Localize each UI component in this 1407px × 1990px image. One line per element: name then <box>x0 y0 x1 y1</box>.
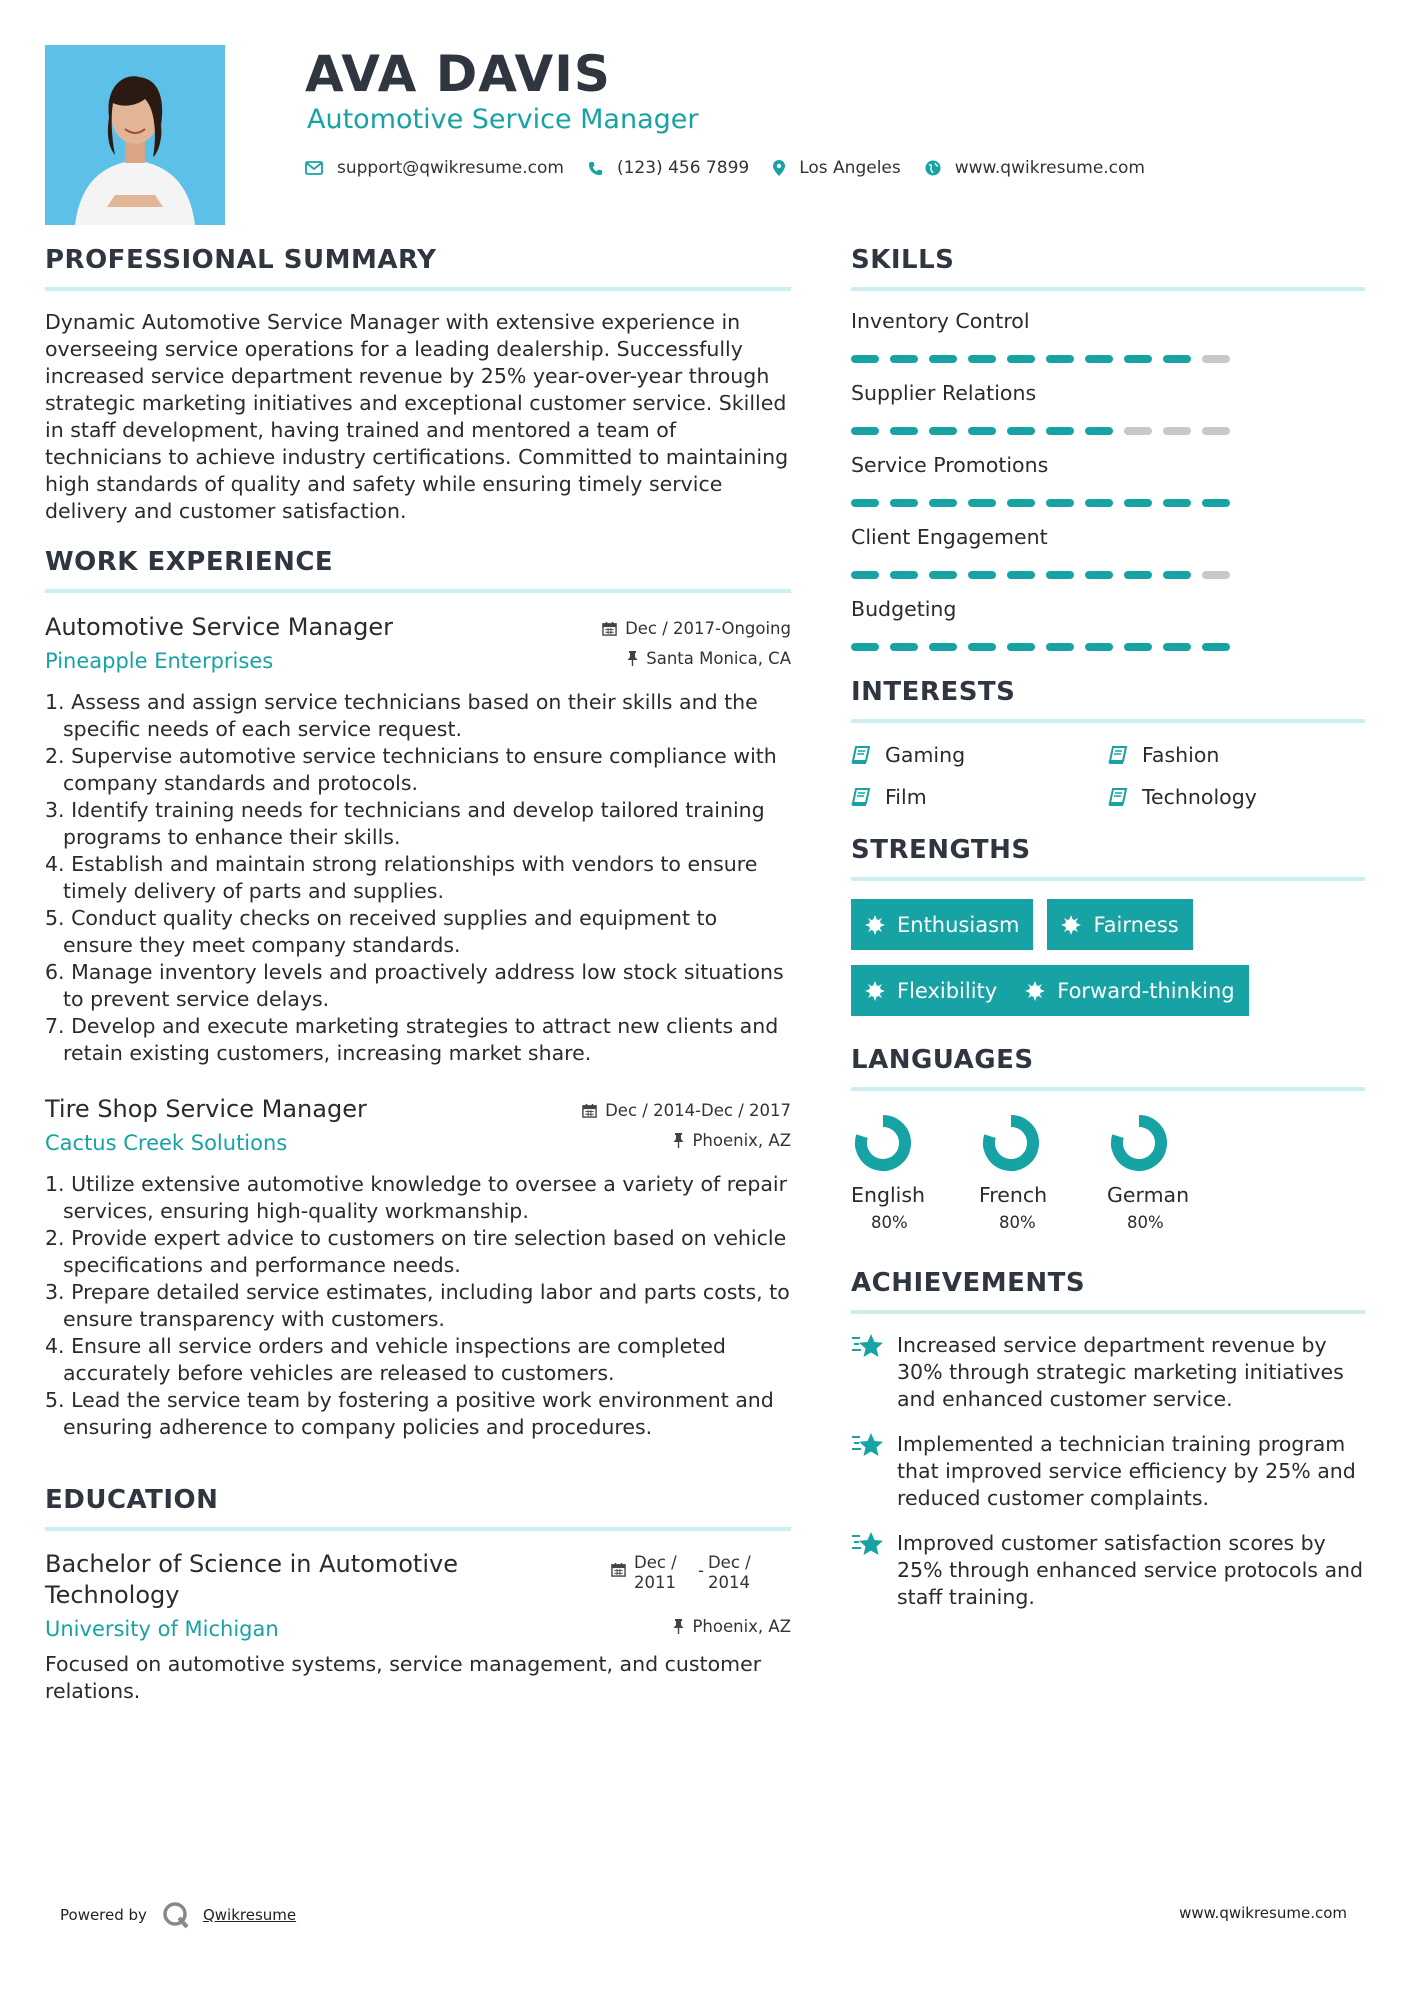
skill-dash-filled <box>1163 355 1191 363</box>
skill-dash-filled <box>1007 571 1035 579</box>
skill-dash-filled <box>851 571 879 579</box>
language-item <box>1107 1111 1235 1232</box>
duty-item: 5. Lead the service team by fostering a positive work environment and ensuring adherence to company policies and procedures. <box>45 1388 774 1439</box>
language-percent: 80% <box>871 1213 908 1232</box>
sun-badge-icon <box>865 981 885 1001</box>
strength-badge <box>851 965 1011 1016</box>
skill-dash-filled <box>890 499 918 507</box>
contact-email[interactable] <box>305 158 564 178</box>
achievement-text: Implemented a technician training program that improved service efficiency by 25% and reduced customer complaints. <box>897 1432 1356 1510</box>
duty-item: 6. Manage inventory levels and proactively address low stock situations to prevent service delays. <box>45 960 784 1011</box>
skill-dash-empty <box>1202 355 1230 363</box>
skill-dash-filled <box>1085 499 1113 507</box>
achievement-item <box>851 1530 1365 1611</box>
book-icon <box>851 788 871 806</box>
sun-badge-icon <box>1025 981 1045 1001</box>
phone-icon <box>588 161 603 176</box>
interest-label: Gaming <box>885 743 966 767</box>
duty-item: 3. Identify training needs for technicians and develop tailored training programs to enhance their skills. <box>45 798 765 849</box>
sun-badge-icon <box>1061 915 1081 935</box>
language-percent: 80% <box>999 1213 1036 1232</box>
skill-dash-filled <box>1124 571 1152 579</box>
book-icon <box>851 746 871 764</box>
interest-item <box>851 785 1108 809</box>
qwikresume-logo-icon <box>161 1900 191 1930</box>
language-name: English <box>851 1183 926 1207</box>
strength-badge <box>851 899 1033 950</box>
skill-dash-filled <box>1085 571 1113 579</box>
shooting-star-icon <box>851 1332 885 1360</box>
skill-dash-filled <box>968 355 996 363</box>
skill-dash-filled <box>890 571 918 579</box>
education-date <box>611 1553 791 1593</box>
job-entry <box>45 1095 791 1441</box>
experience-title: WORK EXPERIENCE <box>45 547 791 593</box>
contact-website[interactable] <box>925 158 1145 178</box>
language-item <box>851 1111 979 1232</box>
job-entry <box>45 613 791 1067</box>
interest-item <box>1108 743 1365 767</box>
calendar-icon <box>602 621 617 636</box>
book-icon <box>1108 788 1128 806</box>
pushpin-icon <box>673 1619 684 1634</box>
skill-dash-filled <box>968 499 996 507</box>
globe-icon <box>925 160 941 176</box>
job-location <box>673 1131 791 1150</box>
strengths-list <box>851 899 1365 1031</box>
school-name: University of Michigan <box>45 1617 279 1641</box>
contact-bar <box>305 158 1169 178</box>
achievement-text: Increased service department revenue by 30% through strategic marketing initiatives and enhanced customer service. <box>897 1333 1344 1411</box>
education-description: Focused on automotive systems, service management, and customer relations. <box>45 1652 762 1703</box>
skill-dash-filled <box>1046 427 1074 435</box>
skill-dash-filled <box>1163 571 1191 579</box>
skill-item <box>851 381 1365 435</box>
contact-phone[interactable] <box>588 158 749 178</box>
skill-dash-filled <box>929 499 957 507</box>
powered-by-label: Powered by <box>60 1906 147 1924</box>
skill-dash-filled <box>1046 571 1074 579</box>
skill-item <box>851 525 1365 579</box>
skill-dash-filled <box>1085 427 1113 435</box>
achievement-item <box>851 1332 1365 1413</box>
language-name: German <box>1107 1183 1190 1207</box>
strength-label: Flexibility <box>897 978 998 1003</box>
language-ring <box>1107 1111 1177 1173</box>
education-date-end: Dec / 2014 <box>707 1553 751 1592</box>
strength-label: Fairness <box>1093 912 1179 937</box>
job-date <box>582 1101 791 1120</box>
skill-dash-filled <box>1124 643 1152 651</box>
interests-title: INTERESTS <box>851 677 1365 723</box>
achievements-title: ACHIEVEMENTS <box>851 1268 1365 1314</box>
skills-title: SKILLS <box>851 245 1365 291</box>
candidate-role: Automotive Service Manager <box>307 104 699 135</box>
duty-list <box>45 689 791 1067</box>
skill-dash-filled <box>929 643 957 651</box>
duty-item: 2. Supervise automotive service technicians to ensure compliance with company standards and protocols. <box>45 744 777 795</box>
skill-dash-filled <box>1163 643 1191 651</box>
duty-item: 1. Assess and assign service technicians based on their skills and the specific needs of each service request. <box>45 690 758 741</box>
left-column <box>45 245 791 1705</box>
strength-label: Forward-thinking <box>1057 978 1235 1003</box>
company-name: Cactus Creek Solutions <box>45 1131 288 1155</box>
job-location <box>627 649 791 668</box>
phone-text: (123) 456 7899 <box>616 158 750 178</box>
language-ring-arc <box>861 1121 905 1165</box>
shooting-star-icon <box>851 1431 885 1459</box>
job-title: Automotive Service Manager <box>45 613 393 641</box>
education-title: EDUCATION <box>45 1485 791 1531</box>
duty-item: 7. Develop and execute marketing strategies to attract new clients and retain existing customers, increasing market share. <box>45 1014 779 1065</box>
skill-dash-filled <box>851 643 879 651</box>
email-text: support@qwikresume.com <box>337 158 564 178</box>
degree-title: Bachelor of Science in Automotive Technology <box>45 1550 458 1609</box>
skill-dash-filled <box>1202 499 1230 507</box>
skill-dash-filled <box>1124 499 1152 507</box>
skill-rating <box>851 355 1365 363</box>
job-date-text: Dec / 2014-Dec / 2017 <box>605 1101 791 1120</box>
duty-list <box>45 1171 791 1441</box>
languages-title: LANGUAGES <box>851 1045 1365 1091</box>
shooting-star-icon <box>851 1530 885 1558</box>
skill-dash-filled <box>890 643 918 651</box>
skill-dash-filled <box>851 427 879 435</box>
language-ring-arc <box>1117 1121 1161 1165</box>
strength-badge <box>1011 965 1248 1016</box>
skill-dash-filled <box>1163 499 1191 507</box>
skill-dash-filled <box>968 571 996 579</box>
envelope-icon <box>305 161 323 175</box>
skill-dash-filled <box>1046 355 1074 363</box>
brand-link[interactable]: Qwikresume <box>202 1906 297 1924</box>
language-item <box>979 1111 1107 1232</box>
sun-badge-icon <box>865 915 885 935</box>
skill-dash-filled <box>968 643 996 651</box>
skill-dash-filled <box>929 355 957 363</box>
duty-item: 1. Utilize extensive automotive knowledge to oversee a variety of repair services, ensuring high-quality workmanship. <box>45 1172 788 1223</box>
map-pin-icon <box>773 160 785 176</box>
job-location-text: Santa Monica, CA <box>646 649 791 668</box>
skill-name: Supplier Relations <box>851 381 1037 405</box>
education-location-text: Phoenix, AZ <box>692 1617 791 1636</box>
duty-item: 4. Ensure all service orders and vehicle inspections are completed accurately before vehicles are released to customers. <box>45 1334 726 1385</box>
achievement-item <box>851 1431 1365 1512</box>
skill-dash-filled <box>890 427 918 435</box>
job-title: Tire Shop Service Manager <box>45 1095 367 1123</box>
language-ring <box>979 1111 1049 1173</box>
skill-rating <box>851 499 1365 507</box>
pushpin-icon <box>673 1133 684 1148</box>
interest-label: Fashion <box>1142 743 1220 767</box>
skill-dash-filled <box>1124 355 1152 363</box>
job-location-text: Phoenix, AZ <box>692 1131 791 1150</box>
skill-dash-filled <box>1046 643 1074 651</box>
education-date-separator: - <box>698 1561 704 1580</box>
skill-dash-filled <box>1007 427 1035 435</box>
skill-dash-filled <box>1046 499 1074 507</box>
location-text: Los Angeles <box>799 158 901 178</box>
achievement-text: Improved customer satisfaction scores by 25% through enhanced service protocols and staff training. <box>897 1531 1364 1609</box>
skill-dash-filled <box>1007 499 1035 507</box>
skill-dash-filled <box>851 499 879 507</box>
interest-item <box>1108 785 1365 809</box>
skill-dash-filled <box>968 427 996 435</box>
summary-text: Dynamic Automotive Service Manager with extensive experience in overseeing service operations for a leading dealership. Successfully increased service department revenue by 25% year-over-year through strategic marketing initiatives and exceptional customer service. Skilled in staff development, having trained and mentored a team of technicians to achieve industry certifications. Committed to maintaining high standards of quality and safety while ensuring timely service delivery and customer satisfaction. <box>45 310 789 523</box>
footer-website[interactable]: www.qwikresume.com <box>1179 1904 1347 1922</box>
skill-item <box>851 309 1365 363</box>
summary-title: PROFESSIONAL SUMMARY <box>45 245 791 291</box>
contact-location <box>773 158 901 178</box>
strengths-title: STRENGTHS <box>851 835 1365 881</box>
skill-name: Client Engagement <box>851 525 1048 549</box>
skill-dash-empty <box>1124 427 1152 435</box>
right-column <box>851 245 1365 1611</box>
strength-label: Enthusiasm <box>897 912 1020 937</box>
skill-dash-filled <box>1085 643 1113 651</box>
calendar-icon <box>611 1562 626 1577</box>
skill-name: Service Promotions <box>851 453 1049 477</box>
job-date-text: Dec / 2017-Ongoing <box>625 619 791 638</box>
duty-item: 2. Provide expert advice to customers on tire selection based on vehicle specifications and performance needs. <box>45 1226 787 1277</box>
job-date <box>602 619 791 638</box>
skill-dash-empty <box>1202 427 1230 435</box>
skill-name: Inventory Control <box>851 309 1030 333</box>
profile-photo-illustration <box>45 45 225 225</box>
skill-item <box>851 597 1365 651</box>
interest-label: Film <box>885 785 927 809</box>
skill-item <box>851 453 1365 507</box>
company-name: Pineapple Enterprises <box>45 649 274 673</box>
interest-label: Technology <box>1142 785 1257 809</box>
skill-dash-filled <box>1007 643 1035 651</box>
skill-dash-filled <box>1202 643 1230 651</box>
skill-dash-filled <box>890 355 918 363</box>
education-date-start: Dec / 2011 <box>634 1553 677 1592</box>
pushpin-icon <box>627 651 638 666</box>
languages-list <box>851 1111 1365 1232</box>
strength-badge <box>1047 899 1192 950</box>
duty-item: 4. Establish and maintain strong relationships with vendors to ensure timely delivery of parts and supplies. <box>45 852 758 903</box>
footer-powered <box>60 1900 296 1930</box>
skill-dash-filled <box>1007 355 1035 363</box>
skill-dash-filled <box>929 427 957 435</box>
skill-rating <box>851 643 1365 651</box>
profile-photo <box>45 45 225 225</box>
language-percent: 80% <box>1127 1213 1164 1232</box>
skill-dash-empty <box>1202 571 1230 579</box>
skill-name: Budgeting <box>851 597 957 621</box>
candidate-name: AVA DAVIS <box>305 45 611 103</box>
skill-rating <box>851 427 1365 435</box>
skill-rating <box>851 571 1365 579</box>
book-icon <box>1108 746 1128 764</box>
education-location <box>673 1617 791 1636</box>
skills-list <box>851 309 1365 651</box>
language-ring <box>851 1111 921 1173</box>
education-entry <box>45 1549 791 1705</box>
achievements-list <box>851 1332 1365 1611</box>
duty-item: 5. Conduct quality checks on received supplies and equipment to ensure they meet company standards. <box>45 906 718 957</box>
language-ring-arc <box>989 1121 1033 1165</box>
skill-dash-filled <box>1085 355 1113 363</box>
language-name: French <box>979 1183 1048 1207</box>
skill-dash-filled <box>851 355 879 363</box>
interest-item <box>851 743 1108 767</box>
skill-dash-empty <box>1163 427 1191 435</box>
calendar-icon <box>582 1103 597 1118</box>
interests-list <box>851 743 1365 809</box>
duty-item: 3. Prepare detailed service estimates, including labor and parts costs, to ensure transparency with customers. <box>45 1280 790 1331</box>
skill-dash-filled <box>929 571 957 579</box>
website-text: www.qwikresume.com <box>954 158 1145 178</box>
